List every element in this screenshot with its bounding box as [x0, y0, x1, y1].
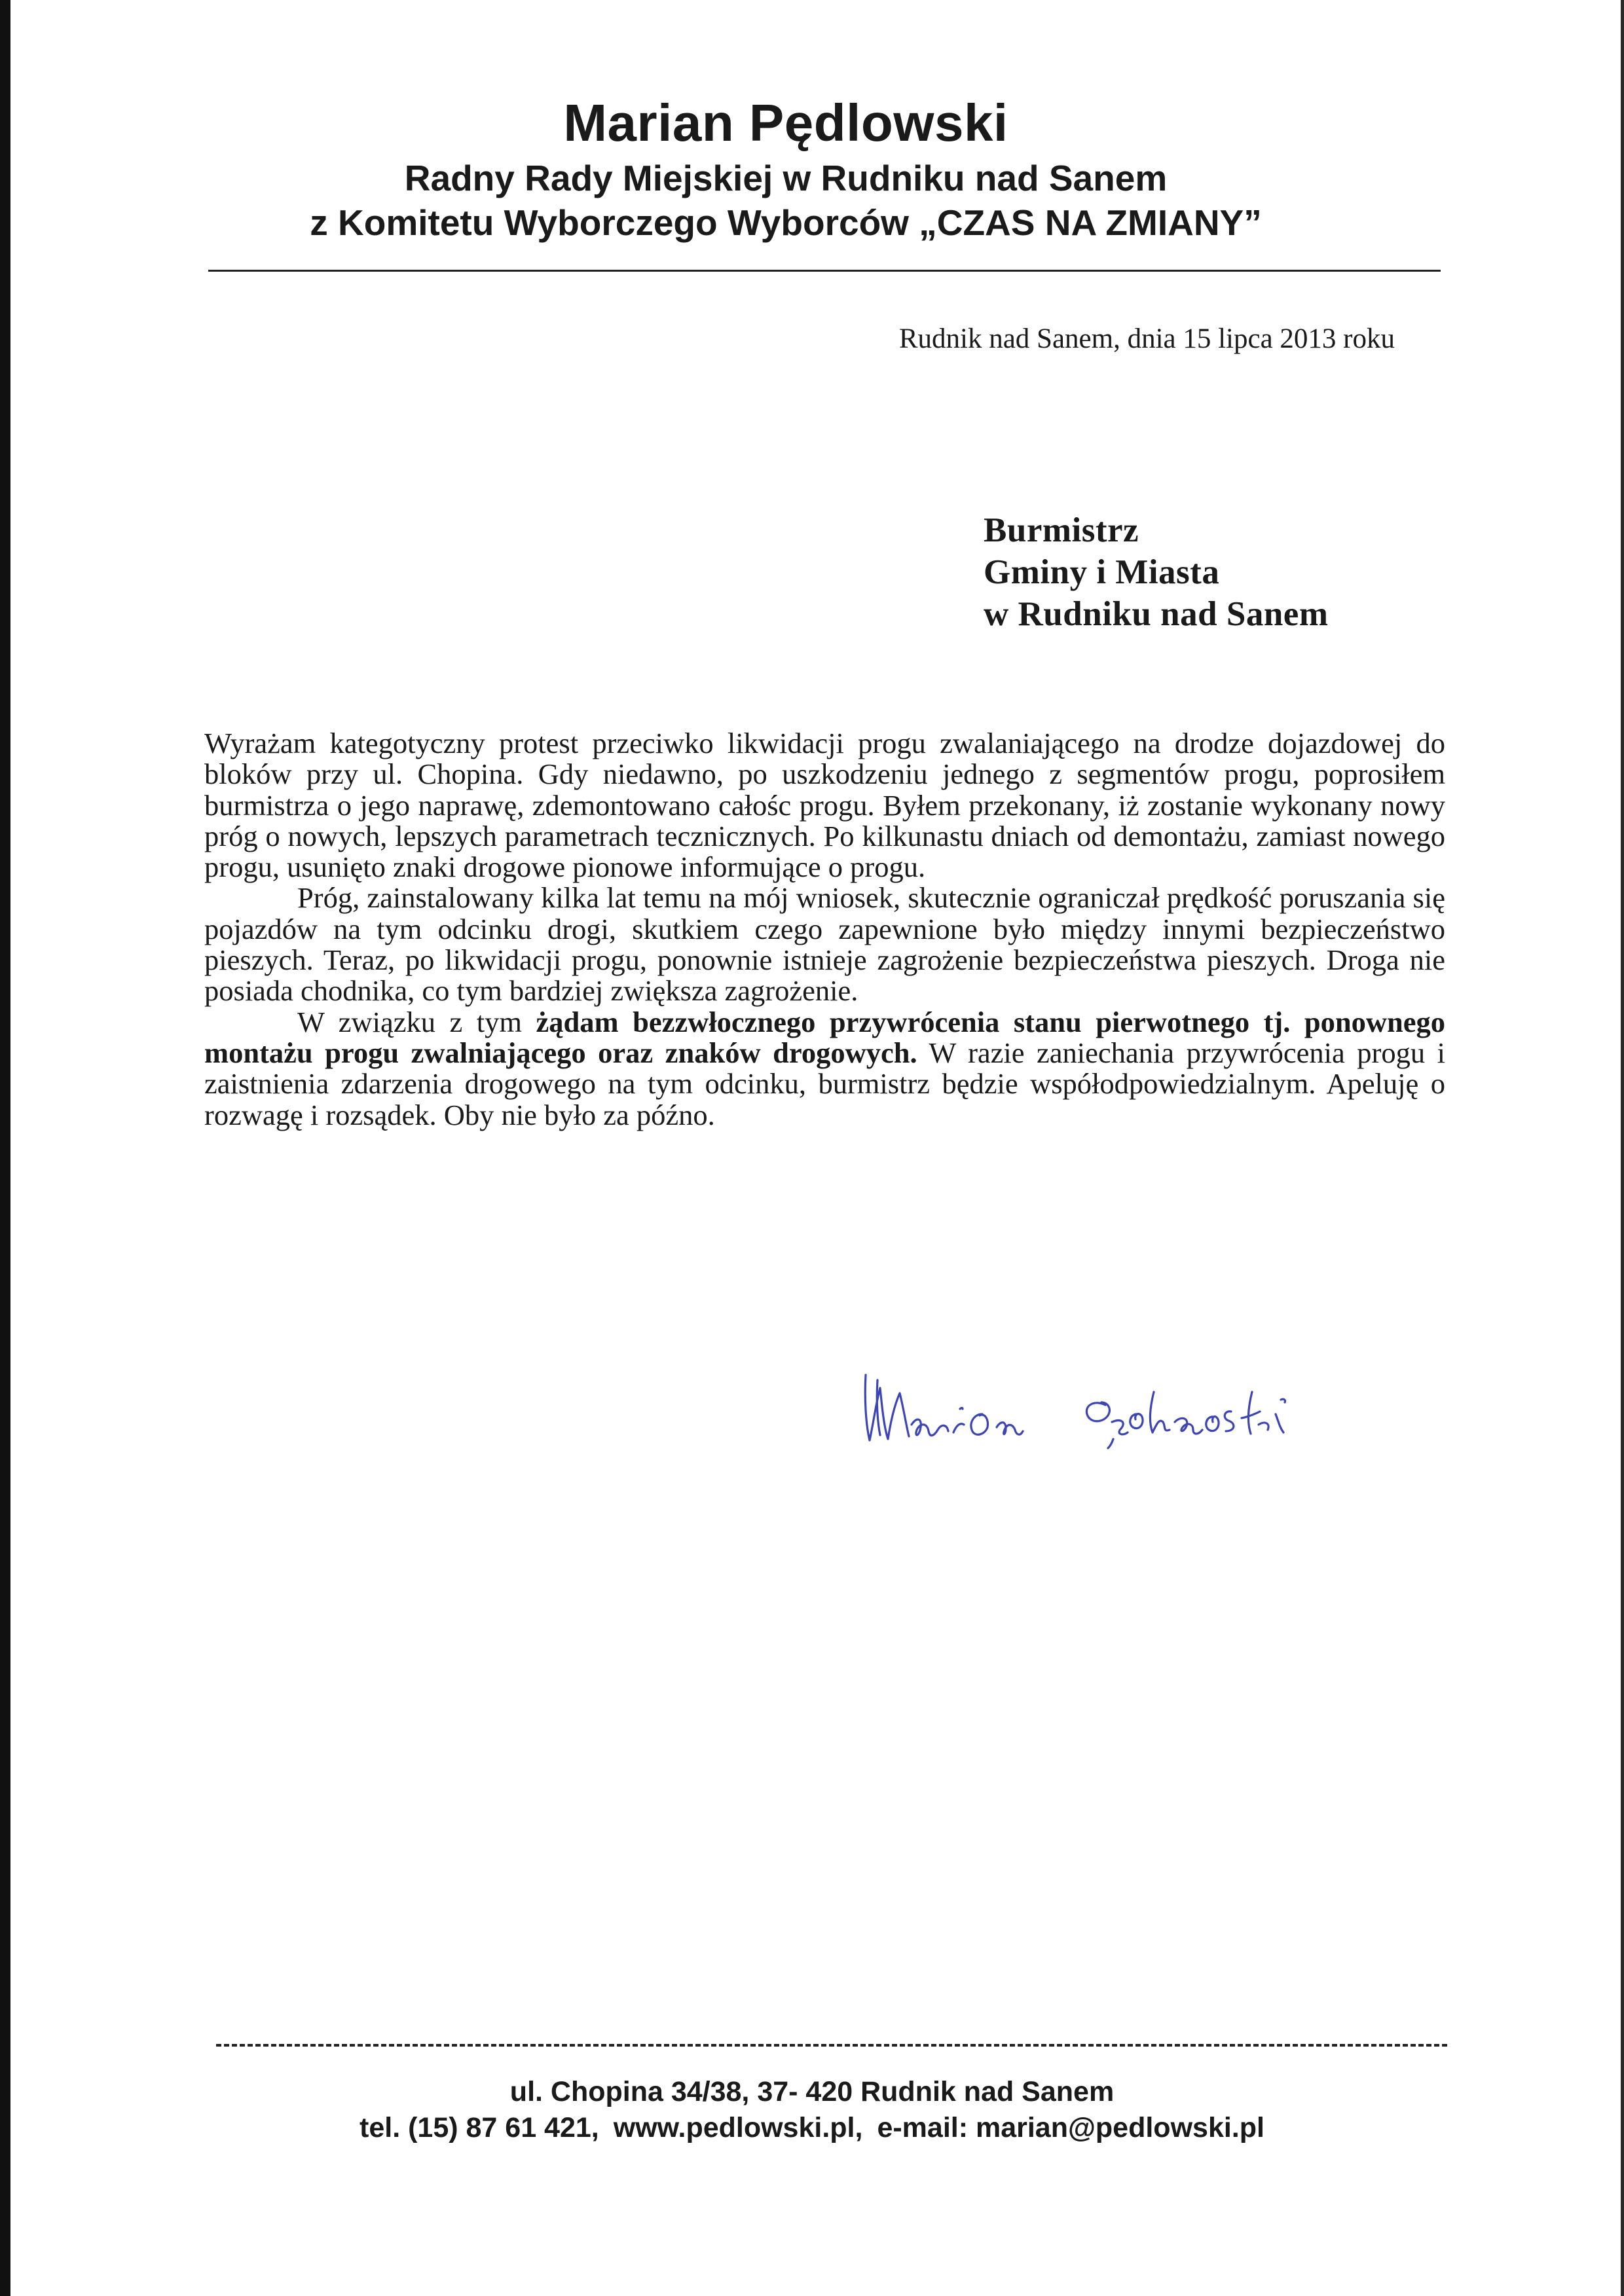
body-paragraph-2: Próg, zainstalowany kilka lat temu na mój wniosek, skutecznie ograniczał prędkość poruszania się pojazdów na tym odcinku drogi, skutkiem czego zapewnione było między innymi bezpieczeństwo pieszych. Teraz, po likwidacji progu, ponownie istnieje zagrożenie bezpieczeństwa pieszych. Droga nie posiada chodnika, co tym bardziej zwiększa zagrożenie. — [204, 881, 1445, 1008]
letterhead-committee: z Komitetu Wyborczego Wyborców „CZAS NA ZMIANY” — [310, 202, 1262, 243]
letterhead — [131, 90, 1441, 245]
letterhead-title: Radny Rady Miejskiej w Rudniku nad Sanem — [404, 158, 1168, 198]
addressee-line-1: Burmistrz — [984, 511, 1139, 549]
scan-left-edge — [0, 0, 10, 2296]
body-paragraph-1: Wyrażam kategotyczny protest przeciwko likwidacji progu zwalaniającego na drodze dojazdowej do bloków przy ul. Chopina. Gdy niedawno, po uszkodzeniu jednego z segmentów progu, poprosiłem burmistrza o jego naprawę, zdemontowano całośc progu. Byłem przekonany, iż zostanie wykonany nowy próg o nowych, lepszych parametrach tecznicznych. Po kilkunastu dniach od demontażu, zamiast nowego progu, usunięto znaki drogowe pionowe informujące o progu. — [204, 727, 1445, 884]
handwritten-signature — [851, 1362, 1349, 1480]
body-paragraph-3-demand: żądam bezzwłocznego przywrócenia stanu pierwotnego tj. ponownego montażu progu zwalniającego oraz znaków drogowych. — [204, 1005, 1445, 1069]
letterhead-name: Marian Pędlowski — [563, 94, 1008, 152]
body-paragraph-3-rest: W razie zaniechania przywrócenia progu i zaistnienia zdarzenia drogowego na tym odcinku, burmistrz będzie współodpowiedzialnym. Apeluję o rozwagę i rozsądek. Oby nie było za późno. — [204, 1036, 1445, 1131]
footer — [131, 2074, 1493, 2146]
body-paragraph-3-intro: W związku z tym — [297, 1005, 536, 1038]
footer-divider — [216, 2044, 1447, 2047]
footer-email[interactable]: e-mail: marian@pedlowski.pl — [877, 2112, 1264, 2143]
date-line: Rudnik nad Sanem, dnia 15 lipca 2013 roku — [898, 323, 1395, 354]
addressee-block — [984, 509, 1328, 635]
addressee-line-2: Gminy i Miasta — [984, 553, 1220, 591]
letter-body — [204, 728, 1445, 1131]
footer-website[interactable]: www.pedlowski.pl, — [613, 2112, 863, 2143]
footer-contact — [131, 2110, 1493, 2146]
scan-right-edge — [1621, 0, 1624, 2296]
letterhead-divider — [208, 270, 1441, 272]
footer-phone: tel. (15) 87 61 421, — [360, 2112, 599, 2143]
body-paragraph-3 — [204, 1007, 1445, 1131]
footer-address: ul. Chopina 34/38, 37- 420 Rudnik nad Sanem — [509, 2076, 1115, 2107]
addressee-line-3: w Rudniku nad Sanem — [984, 595, 1329, 633]
